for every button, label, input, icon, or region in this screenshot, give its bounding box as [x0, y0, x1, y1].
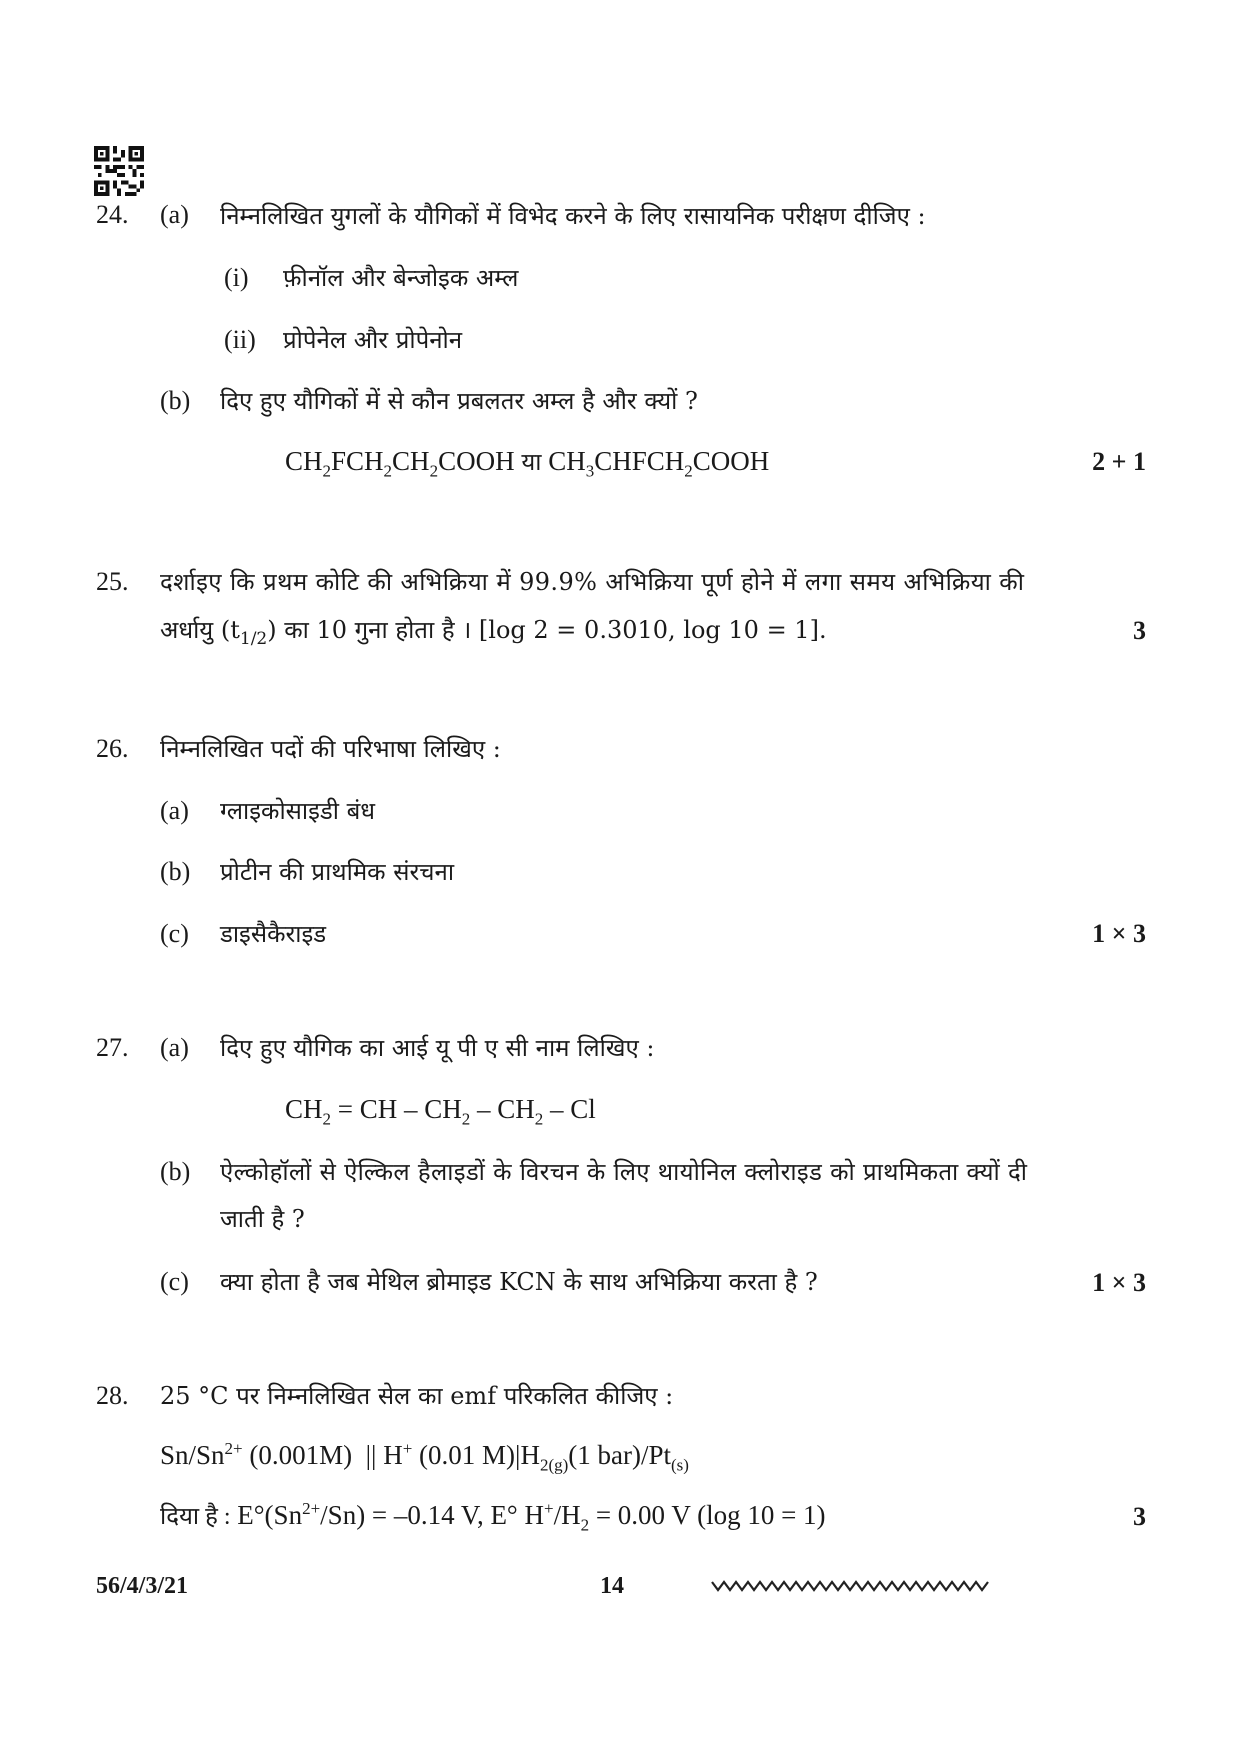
subpart-label-i: (i) — [224, 263, 249, 292]
qr-code — [93, 146, 145, 196]
part-text-b-line2: जाती है ? — [220, 1205, 305, 1233]
question-number: 28. — [96, 1381, 129, 1410]
part-text-c: डाइसैकैराइड — [220, 920, 327, 948]
part-label-a: (a) — [160, 200, 189, 229]
given-data: दिया है : $E^\circ(Sn^{2+}/Sn) = -0.14$ V, E° $H^+/H_2 = 0.00$ V (log 10 = 1) — [160, 1499, 826, 1535]
cell-notation: $Sn/Sn^{2+}$ (0.001M) || H+ (0.01 $M)|H_{2(g)}(1$ $bar)/Pt_{(s)}$ — [160, 1439, 689, 1475]
question-text: निम्नलिखित युगलों के यौगिकों में विभेद करने के लिए रासायनिक परीक्षण दीजिए : — [220, 202, 926, 230]
part-label-c: (c) — [160, 1267, 189, 1296]
part-text-b: प्रोटीन की प्राथमिक संरचना — [220, 858, 455, 886]
question-number: 27. — [96, 1033, 129, 1062]
part-label-b: (b) — [160, 857, 191, 886]
marks: 1 × 3 — [1092, 1268, 1146, 1297]
question-number: 26. — [96, 734, 129, 763]
chemical-formula: $CH_2$ = CH – $CH_2 - CH_2$ – Cl — [285, 1094, 596, 1129]
question-number: 25. — [96, 567, 129, 596]
subpart-text-ii: प्रोपेनेल और प्रोपेनोन — [283, 326, 463, 354]
part-label-b: (b) — [160, 386, 191, 415]
question-number: 24. — [96, 200, 129, 229]
part-text-b-line1: ऐल्कोहॉलों से ऐल्किल हैलाइडों के विरचन के लिए थायोनिल क्लोराइड को प्राथमिकता क्यों दी — [220, 1158, 1028, 1186]
part-text-a: दिए हुए यौगिक का आई यू पी ए सी नाम लिखिए : — [220, 1034, 655, 1062]
subpart-label-ii: (ii) — [224, 325, 256, 354]
marks: 1 × 3 — [1092, 919, 1146, 948]
part-label-a: (a) — [160, 796, 189, 825]
part-label-c: (c) — [160, 919, 189, 948]
marks: 3 — [1133, 1502, 1146, 1531]
question-text: निम्नलिखित पदों की परिभाषा लिखिए : — [160, 735, 501, 763]
question-text: 25 °C पर निम्नलिखित सेल का emf परिकलित कीजिए : — [160, 1382, 674, 1410]
marks: 3 — [1133, 616, 1146, 645]
page-number: 14 — [600, 1573, 624, 1599]
chemical-formula: $CH_2FCH_2CH_2COOH$ या $CH_3CHFCH_2COOH$ — [285, 446, 770, 481]
subpart-text-i: फ़ीनॉल और बेन्जोइक अम्ल — [283, 264, 519, 292]
part-label-b: (b) — [160, 1157, 191, 1186]
wavy-line-decoration — [710, 1578, 992, 1594]
part-text-c: क्या होता है जब मेथिल ब्रोमाइड KCN के साथ अभिक्रिया करता है ? — [220, 1268, 818, 1296]
question-text: दिए हुए यौगिकों में से कौन प्रबलतर अम्ल है और क्यों ? — [220, 387, 698, 415]
part-text-a: ग्लाइकोसाइडी बंध — [220, 797, 376, 825]
question-text-line2: अर्धायु $(t_{1/2})$ का 10 गुना होता है । [log 2 = 0.3010, log 10 = 1]. — [160, 616, 827, 649]
paper-code: 56/4/3/21 — [96, 1573, 189, 1599]
question-text-line1: दर्शाइए कि प्रथम कोटि की अभिक्रिया में 99.9% अभिक्रिया पूर्ण होने में लगा समय अभिक्रिया की — [160, 568, 1025, 596]
marks: 2 + 1 — [1092, 447, 1146, 476]
part-label-a: (a) — [160, 1033, 189, 1062]
